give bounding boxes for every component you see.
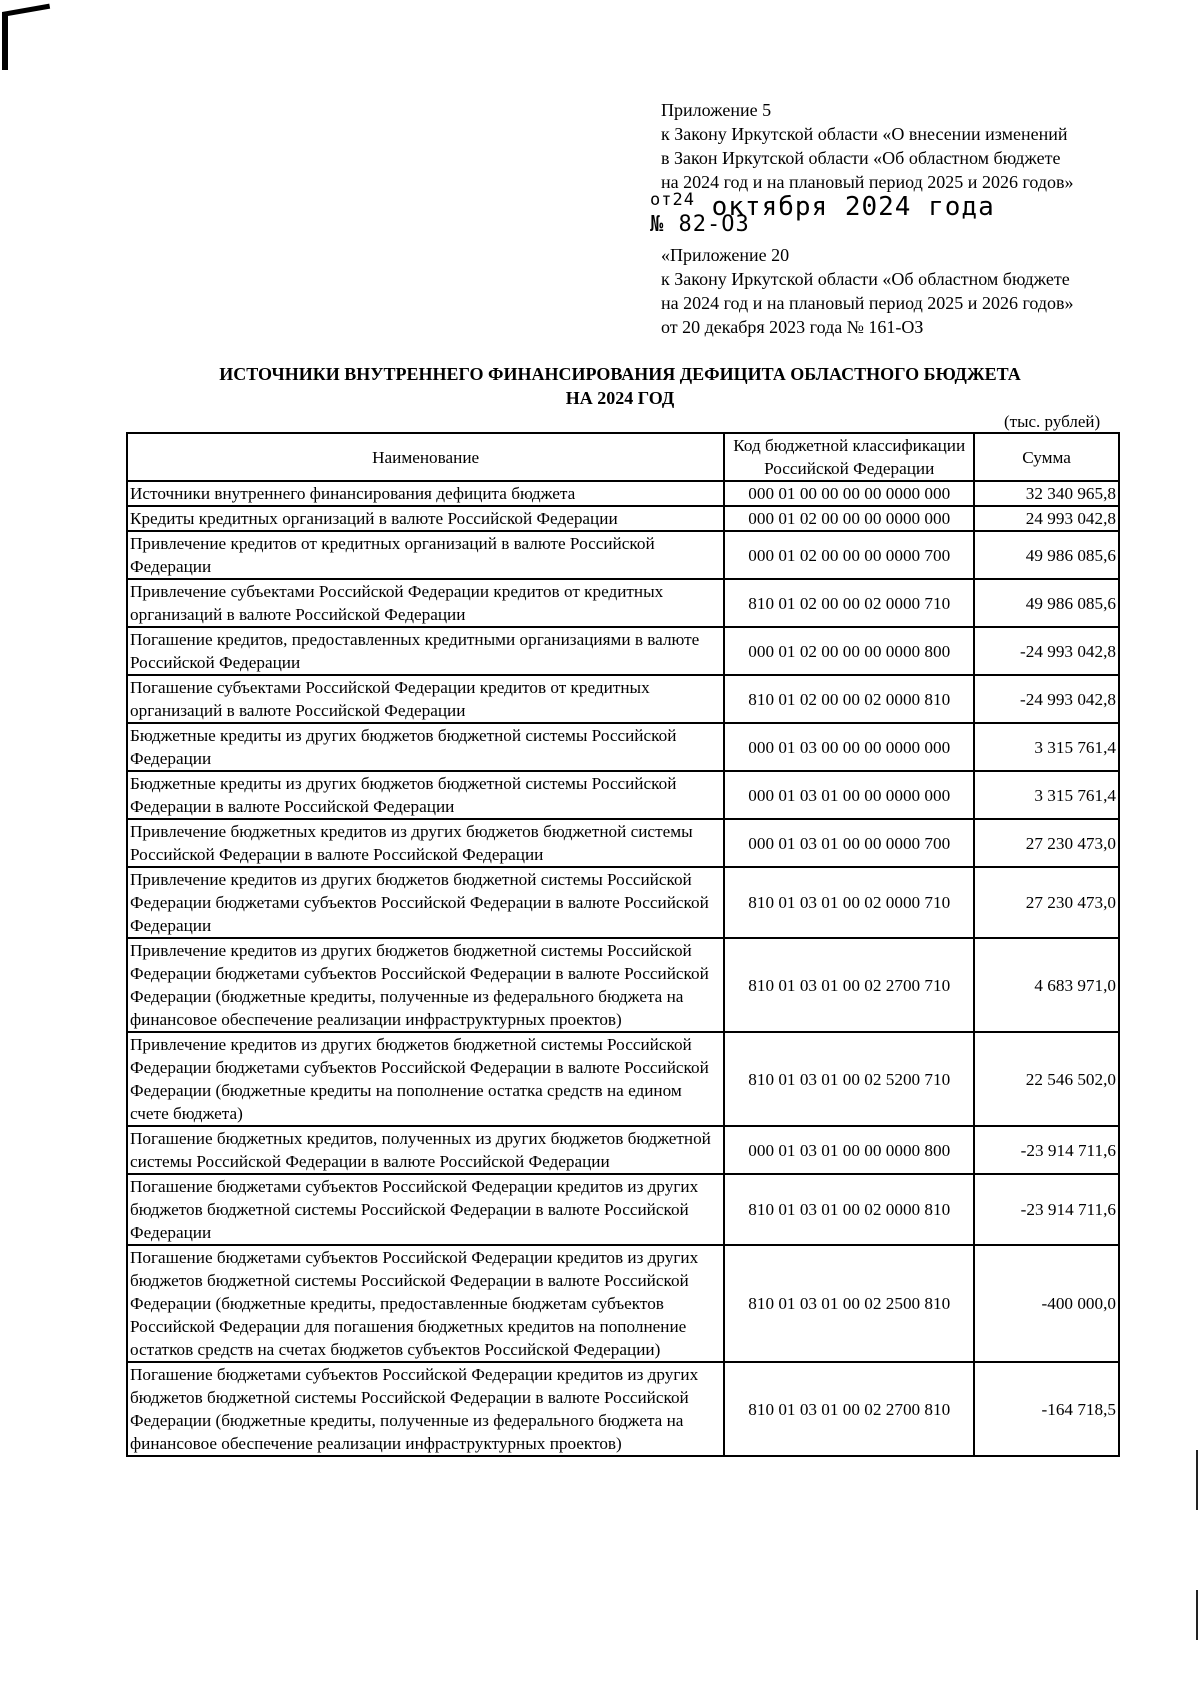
table-row (127, 627, 1119, 675)
table-row (127, 1126, 1119, 1174)
stamp-date: октября 2024 года (711, 192, 995, 222)
table-row (127, 481, 1119, 506)
appendix-5-line: на 2024 год и на плановый период 2025 и 2026 годов» (661, 172, 1074, 192)
row-sum-cell: 3 315 761,4 (974, 723, 1119, 771)
row-code-cell: 810 01 03 01 00 02 5200 710 (724, 1032, 974, 1126)
row-code-cell: 810 01 02 00 00 02 0000 810 (724, 675, 974, 723)
row-sum-cell: 22 546 502,0 (974, 1032, 1119, 1126)
column-header-sum: Сумма (974, 433, 1119, 481)
row-name-cell: Погашение бюджетами субъектов Российской Федерации кредитов из других бюджетов бюджетной системы Российской Федерации в валюте Российской Федерации (бюджетные кредиты, предоставленные бюджетам субъектов Российской Федерации для погашения бюджетных кредитов на пополнение остатков средств на счетах бюджетов субъектов Российской Федерации) (127, 1245, 724, 1362)
row-sum-cell: 32 340 965,8 (974, 481, 1119, 506)
row-name-cell: Привлечение кредитов из других бюджетов бюджетной системы Российской Федерации бюджетами субъектов Российской Федерации в валюте Российской Федерации (бюджетные кредиты на пополнение остатка средств на едином счете бюджета) (127, 1032, 724, 1126)
row-code-cell: 000 01 03 01 00 00 0000 800 (724, 1126, 974, 1174)
row-code-cell: 000 01 03 01 00 00 0000 700 (724, 819, 974, 867)
document-title (120, 362, 1120, 410)
appendix-5-line: в Закон Иркутской области «Об областном бюджете (661, 148, 1061, 168)
appendix-20-line: от 20 декабря 2023 года № 161-ОЗ (661, 317, 924, 337)
row-sum-cell: 24 993 042,8 (974, 506, 1119, 531)
table-row (127, 1245, 1119, 1362)
column-header-code: Код бюджетной классификации Российской Федерации (724, 433, 974, 481)
table-header-row (127, 433, 1119, 481)
law-date-number-stamp (650, 190, 995, 237)
table-row (127, 1032, 1119, 1126)
scan-edge-mark (1196, 1590, 1198, 1640)
row-name-cell: Источники внутреннего финансирования дефицита бюджета (127, 481, 724, 506)
table-row (127, 1174, 1119, 1245)
row-sum-cell: -24 993 042,8 (974, 627, 1119, 675)
row-sum-cell: 3 315 761,4 (974, 771, 1119, 819)
row-code-cell: 000 01 03 01 00 00 0000 000 (724, 771, 974, 819)
row-sum-cell: 27 230 473,0 (974, 819, 1119, 867)
row-name-cell: Кредиты кредитных организаций в валюте Российской Федерации (127, 506, 724, 531)
table-body (127, 481, 1119, 1456)
row-code-cell: 000 01 02 00 00 00 0000 000 (724, 506, 974, 531)
financing-sources-table (126, 432, 1120, 1457)
stamp-number-line (650, 212, 750, 237)
appendix-5-line: Приложение 5 (661, 100, 772, 120)
title-line: НА 2024 ГОД (565, 388, 675, 408)
row-name-cell: Погашение бюджетных кредитов, полученных из других бюджетов бюджетной системы Российской Федерации в валюте Российской Федерации (127, 1126, 724, 1174)
appendix-20-line: на 2024 год и на плановый период 2025 и 2026 годов» (661, 293, 1074, 313)
row-name-cell: Привлечение бюджетных кредитов из других бюджетов бюджетной системы Российской Федерации в валюте Российской Федерации (127, 819, 724, 867)
row-sum-cell: -23 914 711,6 (974, 1126, 1119, 1174)
row-sum-cell: -400 000,0 (974, 1245, 1119, 1362)
row-sum-cell: -164 718,5 (974, 1362, 1119, 1456)
row-name-cell: Погашение субъектами Российской Федерации кредитов от кредитных организаций в валюте Российской Федерации (127, 675, 724, 723)
row-sum-cell: 49 986 085,6 (974, 531, 1119, 579)
title-line: ИСТОЧНИКИ ВНУТРЕННЕГО ФИНАНСИРОВАНИЯ ДЕФИЦИТА ОБЛАСТНОГО БЮДЖЕТА (219, 364, 1021, 384)
row-name-cell: Бюджетные кредиты из других бюджетов бюджетной системы Российской Федерации (127, 723, 724, 771)
row-code-cell: 810 01 03 01 00 02 2700 710 (724, 938, 974, 1032)
column-header-name: Наименование (127, 433, 724, 481)
row-code-cell: 000 01 00 00 00 00 0000 000 (724, 481, 974, 506)
appendix-20-header (661, 243, 1131, 339)
row-name-cell: Привлечение кредитов из других бюджетов бюджетной системы Российской Федерации бюджетами субъектов Российской Федерации в валюте Российской Федерации (бюджетные кредиты, полученные из федерального бюджета на финансовое обеспечение реализации инфраструктурных проектов) (127, 938, 724, 1032)
units-label: (тыс. рублей) (1004, 412, 1101, 431)
row-sum-cell: -23 914 711,6 (974, 1174, 1119, 1245)
row-code-cell: 810 01 03 01 00 02 0000 710 (724, 867, 974, 938)
table-row (127, 771, 1119, 819)
row-sum-cell: 27 230 473,0 (974, 867, 1119, 938)
stamp-day: 24 (672, 190, 695, 210)
row-name-cell: Погашение бюджетами субъектов Российской Федерации кредитов из других бюджетов бюджетной системы Российской Федерации в валюте Российской Федерации (бюджетные кредиты, полученные из федерального бюджета на финансовое обеспечение реализации инфраструктурных проектов) (127, 1362, 724, 1456)
stamp-number-sign: № (650, 212, 665, 237)
row-name-cell: Привлечение кредитов из других бюджетов бюджетной системы Российской Федерации бюджетами субъектов Российской Федерации в валюте Российской Федерации (127, 867, 724, 938)
appendix-5-line: к Закону Иркутской области «О внесении изменений (661, 124, 1068, 144)
table-row (127, 723, 1119, 771)
row-code-cell: 000 01 02 00 00 00 0000 800 (724, 627, 974, 675)
row-code-cell: 810 01 03 01 00 02 2500 810 (724, 1245, 974, 1362)
row-code-cell: 810 01 02 00 00 02 0000 710 (724, 579, 974, 627)
table-row (127, 938, 1119, 1032)
table-row (127, 675, 1119, 723)
row-code-cell: 000 01 03 00 00 00 0000 000 (724, 723, 974, 771)
stamp-number: 82-ОЗ (678, 212, 750, 237)
row-code-cell: 810 01 03 01 00 02 0000 810 (724, 1174, 974, 1245)
table-row (127, 867, 1119, 938)
row-sum-cell: 4 683 971,0 (974, 938, 1119, 1032)
table-row (127, 531, 1119, 579)
table-row (127, 506, 1119, 531)
row-name-cell: Привлечение кредитов от кредитных организаций в валюте Российской Федерации (127, 531, 724, 579)
stamp-ot: от (650, 190, 673, 210)
appendix-20-line: «Приложение 20 (661, 245, 790, 265)
appendix-5-header (661, 98, 1131, 194)
table-row (127, 579, 1119, 627)
row-sum-cell: -24 993 042,8 (974, 675, 1119, 723)
table-row (127, 819, 1119, 867)
row-code-cell: 000 01 02 00 00 00 0000 700 (724, 531, 974, 579)
row-name-cell: Привлечение субъектами Российской Федерации кредитов от кредитных организаций в валюте Российской Федерации (127, 579, 724, 627)
table-row (127, 1362, 1119, 1456)
row-name-cell: Погашение кредитов, предоставленных кредитными организациями в валюте Российской Федерации (127, 627, 724, 675)
scan-edge-mark (1196, 1450, 1198, 1510)
appendix-20-line: к Закону Иркутской области «Об областном бюджете (661, 269, 1070, 289)
row-name-cell: Бюджетные кредиты из других бюджетов бюджетной системы Российской Федерации в валюте Российской Федерации (127, 771, 724, 819)
row-name-cell: Погашение бюджетами субъектов Российской Федерации кредитов из других бюджетов бюджетной системы Российской Федерации в валюте Российской Федерации (127, 1174, 724, 1245)
row-sum-cell: 49 986 085,6 (974, 579, 1119, 627)
scan-corner-mark (2, 12, 8, 70)
row-code-cell: 810 01 03 01 00 02 2700 810 (724, 1362, 974, 1456)
